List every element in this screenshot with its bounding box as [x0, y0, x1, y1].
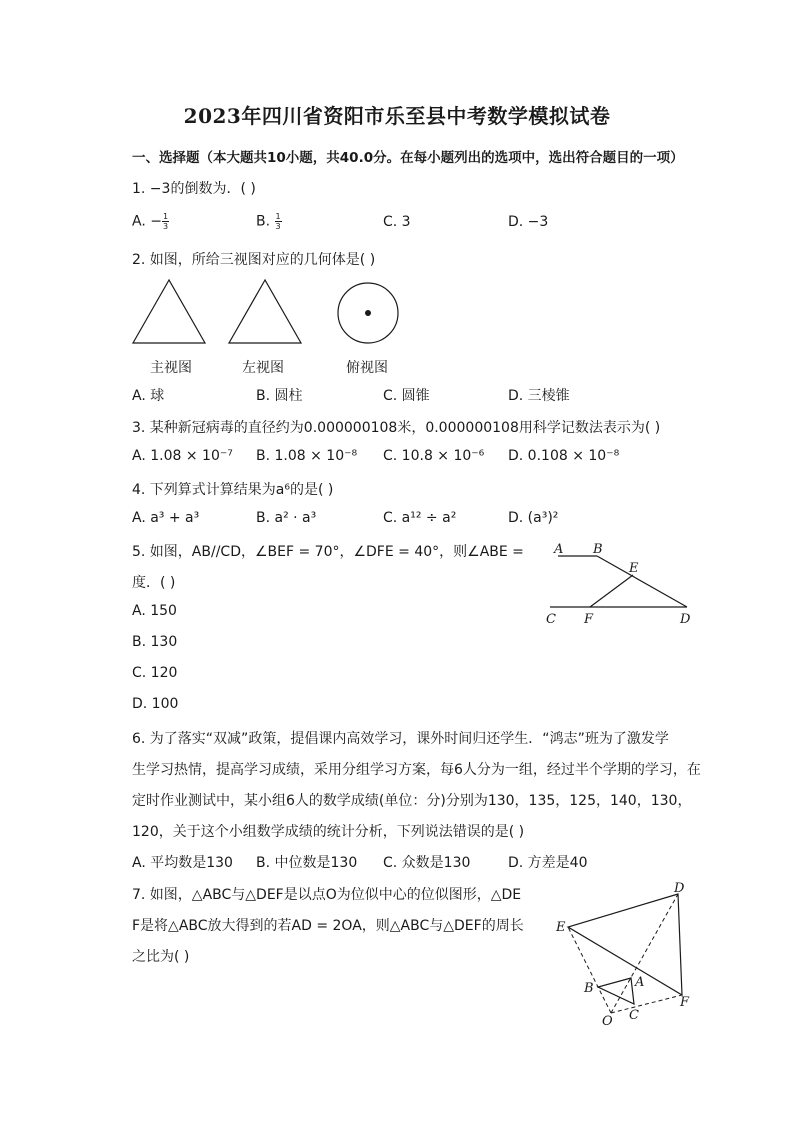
top-view-center-dot: [365, 310, 371, 316]
question-6-line: 生学习热情，提高学习成绩，采用分组学习方案，每6人分为一组，经过半个学期的学习，在: [132, 762, 701, 778]
q5-option-c[interactable]: C. 120: [132, 665, 178, 681]
question-3-stem: 3. 某种新冠病毒的直径约为0.000000108米，0.000000108用科学记数法表示为( ): [132, 420, 661, 436]
side-view-triangle: [229, 280, 301, 343]
point-label: B: [593, 542, 603, 557]
q3-option-d[interactable]: D. 0.108 × 10⁻⁸: [508, 448, 620, 464]
q4-option-b[interactable]: B. a² · a³: [256, 510, 317, 526]
q1-option-c[interactable]: C. 3: [383, 214, 411, 230]
front-view-triangle: [133, 280, 205, 343]
three-views-figure: [128, 276, 408, 348]
q6-option-b[interactable]: B. 中位数是130: [256, 855, 358, 871]
q3-option-b[interactable]: B. 1.08 × 10⁻⁸: [256, 448, 358, 464]
question-6-line: 6. 为了落实“双减”政策，提倡课内高效学习，课外时间归还学生．“鸿志”班为了激发学: [132, 731, 669, 747]
question-4-stem: 4. 下列算式计算结果为a⁶的是( ): [132, 482, 334, 498]
point-label: C: [546, 612, 556, 627]
view-label-side: 左视图: [242, 360, 284, 376]
question-5-stem-cont: 度．( ): [132, 575, 176, 591]
question-6-line: 定时作业测试中，某小组6人的数学成绩(单位：分)分别为130，135，125，140，130，: [132, 793, 692, 809]
q4-option-c[interactable]: C. a¹² ÷ a²: [383, 510, 457, 526]
q5-option-d[interactable]: D. 100: [132, 696, 179, 712]
q2-option-a[interactable]: A. 球: [132, 388, 165, 404]
q3-option-a[interactable]: A. 1.08 × 10⁻⁷: [132, 448, 233, 464]
point-label: O: [602, 1014, 613, 1029]
question-6-line: 120，关于这个小组数学成绩的统计分析，下列说法错误的是( ): [132, 824, 525, 840]
question-5-stem: 5. 如图，AB//CD，∠BEF = 70°，∠DFE = 40°，则∠ABE =: [132, 544, 524, 560]
view-label-top: 俯视图: [346, 360, 388, 376]
question-7-line: 之比为( ): [132, 949, 190, 965]
q5-option-a[interactable]: A. 150: [132, 603, 177, 619]
q4-option-d[interactable]: D. (a³)²: [508, 510, 559, 526]
question-7-line: F是将△ABC放大得到的若AD = 2OA，则△ABC与△DEF的周长: [132, 918, 524, 934]
point-label: E: [629, 561, 639, 576]
q1-option-d[interactable]: D. −3: [508, 214, 549, 230]
q2-option-c[interactable]: C. 圆锥: [383, 388, 430, 404]
q5-option-b[interactable]: B. 130: [132, 634, 178, 650]
q1-option-a[interactable]: A. − $\frac{1}{3}$: [132, 212, 169, 231]
point-label: F: [680, 995, 690, 1010]
q3-option-c[interactable]: C. 10.8 × 10⁻⁶: [383, 448, 485, 464]
question-1-stem: 1. −3的倒数为．( ): [132, 181, 256, 197]
q2-option-b[interactable]: B. 圆柱: [256, 388, 303, 404]
point-label: C: [629, 1008, 639, 1023]
question-2-stem: 2. 如图，所给三视图对应的几何体是( ): [132, 252, 376, 268]
point-label: E: [556, 920, 566, 935]
parallel-lines-figure: [540, 540, 700, 628]
point-label: D: [674, 882, 685, 896]
fraction: $\frac{1}{3}$: [275, 212, 281, 231]
point-label: F: [584, 612, 594, 627]
q6-option-d[interactable]: D. 方差是40: [508, 855, 588, 871]
q1-option-b[interactable]: B. $\frac{1}{3}$: [256, 212, 281, 231]
section-heading: 一、选择题（本大题共10小题，共40.0分。在每小题列出的选项中，选出符合题目的一项）: [132, 150, 684, 166]
q2-option-d[interactable]: D. 三棱锥: [508, 388, 570, 404]
q6-option-c[interactable]: C. 众数是130: [383, 855, 471, 871]
view-label-front: 主视图: [150, 360, 192, 376]
point-label: B: [584, 981, 594, 996]
q6-option-a[interactable]: A. 平均数是130: [132, 855, 233, 871]
fraction: $\frac{1}{3}$: [162, 212, 169, 231]
point-label: A: [635, 975, 645, 990]
point-label: A: [554, 542, 564, 557]
page-title: 2023年四川省资阳市乐至县中考数学模拟试卷: [183, 104, 611, 128]
homothety-figure: [550, 882, 700, 1032]
point-label: D: [680, 612, 691, 627]
question-7-line: 7. 如图，△ABC与△DEF是以点O为位似中心的位似图形，△DE: [132, 887, 522, 903]
q4-option-a[interactable]: A. a³ + a³: [132, 510, 200, 526]
